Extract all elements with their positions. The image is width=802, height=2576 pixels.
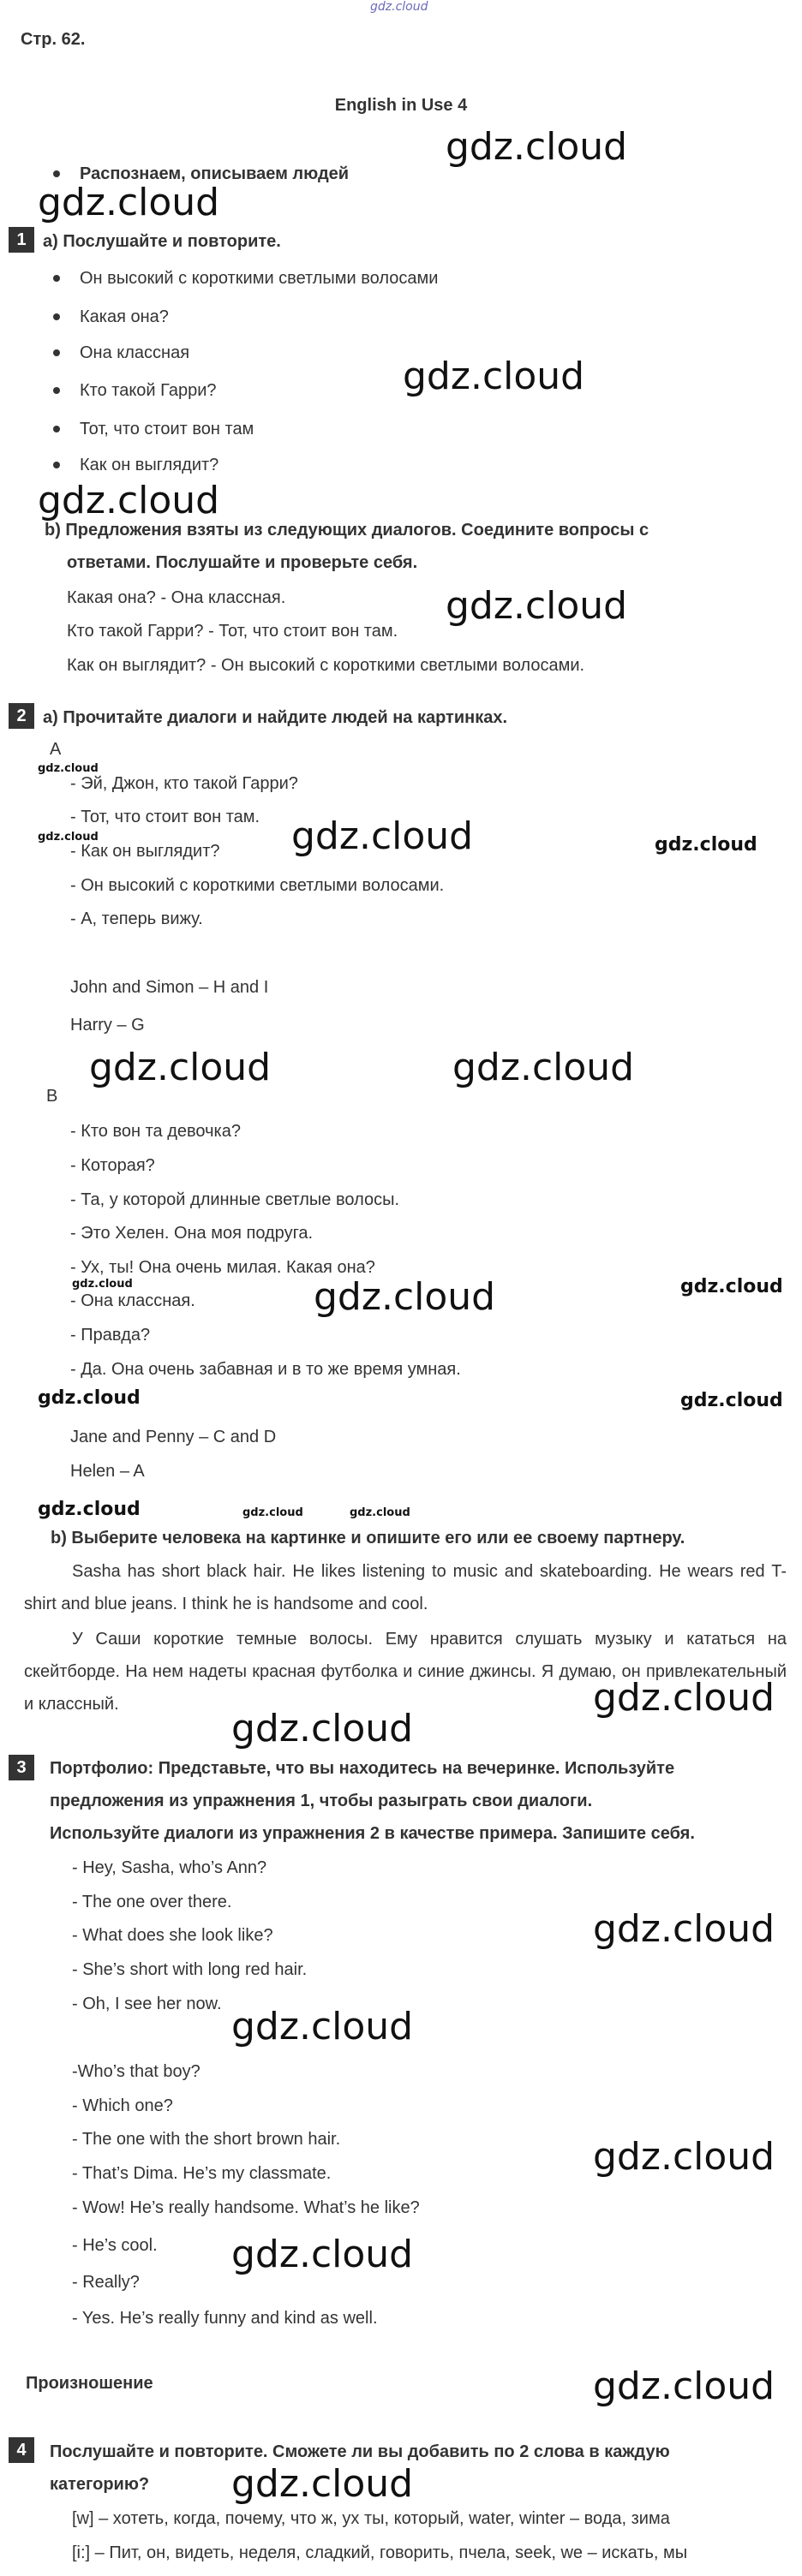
dialog-line: - Тот, что стоит вон там.: [70, 808, 260, 826]
dialog-line: - She’s short with long red hair.: [72, 1960, 308, 1979]
watermark: gdz.cloud: [38, 181, 220, 224]
list-item: Кто такой Гарри?: [80, 381, 217, 400]
exercise-3-heading: предложения из упражнения 1, чтобы разыграть свои диалоги.: [50, 1792, 593, 1810]
exercise-3-heading: Используйте диалоги из упражнения 2 в качестве примера. Запишите себя.: [50, 1824, 695, 1843]
answer-line: Как он выглядит? - Он высокий с короткими светлыми волосами.: [67, 656, 585, 675]
watermark: gdz.cloud: [291, 814, 474, 858]
dialog-line: - Он высокий с короткими светлыми волосами.: [70, 876, 445, 895]
exercise-number: 1: [9, 227, 34, 253]
dialog-line: - Да. Она очень забавная и в то же время умная.: [70, 1360, 461, 1379]
answer-line: Jane and Penny – C and D: [70, 1428, 277, 1446]
dialog-line: -Who’s that boy?: [72, 2062, 200, 2081]
watermark: gdz.cloud: [314, 1275, 496, 1319]
exercise-number: 4: [9, 2437, 34, 2463]
exercise-2b-heading: b) Выберите человека на картинке и опишите его или ее своему партнеру.: [51, 1529, 685, 1547]
list-item: Он высокий с короткими светлыми волосами: [80, 269, 439, 288]
list-item: Она классная: [80, 343, 190, 362]
dialog-line: - Ух, ты! Она очень милая. Какая она?: [70, 1258, 375, 1277]
watermark: gdz.cloud: [89, 1046, 272, 1089]
bullet-icon: [53, 426, 60, 432]
bullet-icon: [53, 462, 60, 468]
dialog-line: - Oh, I see her now.: [72, 1995, 222, 2013]
exercise-4-heading: категорию?: [50, 2475, 150, 2494]
watermark: gdz.cloud: [403, 355, 585, 398]
watermark: gdz.cloud: [231, 1707, 414, 1750]
watermark: gdz.cloud: [38, 1387, 141, 1409]
dialog-line: - That’s Dima. He’s my classmate.: [72, 2164, 332, 2183]
dialog-line: - Really?: [72, 2273, 140, 2292]
watermark: gdz.cloud: [231, 2005, 414, 2048]
bullet-icon: [53, 349, 60, 356]
watermark: gdz.cloud: [72, 1278, 133, 1291]
list-item: Какая она?: [80, 307, 169, 326]
exercise-1b-heading: ответами. Послушайте и проверьте себя.: [67, 553, 418, 572]
watermark: gdz.cloud: [38, 1499, 141, 1520]
watermark: gdz.cloud: [350, 1506, 410, 1519]
watermark: gdz.cloud: [38, 479, 220, 522]
dialog-line: - Она классная.: [70, 1291, 195, 1310]
watermark: gdz.cloud: [446, 125, 628, 169]
description-en: Sasha has short black hair. He likes listening to music and skateboarding. He wears red T-shirt and blue jeans. I think he is handsome and cool.: [24, 1562, 787, 1613]
watermark: gdz.cloud: [452, 1046, 635, 1089]
exercise-number: 3: [9, 1755, 34, 1780]
bullet-icon: [53, 313, 60, 320]
bullet-icon: [53, 170, 60, 177]
page-label: Стр. 62.: [21, 30, 86, 49]
watermark: gdz.cloud: [446, 584, 628, 628]
watermark: gdz.cloud: [242, 1506, 303, 1519]
watermark: gdz.cloud: [38, 831, 99, 844]
answer-line: Какая она? - Она классная.: [67, 588, 286, 607]
answer-line: Кто такой Гарри? - Тот, что стоит вон там.: [67, 622, 398, 641]
watermark: gdz.cloud: [593, 1676, 775, 1720]
dialog-line: - Yes. He’s really funny and kind as well.: [72, 2309, 378, 2328]
dialog-line: - Wow! He’s really handsome. What’s he like?: [72, 2198, 420, 2217]
dialog-label: A: [50, 740, 62, 759]
watermark: gdz.cloud: [231, 2233, 414, 2276]
dialog-line: - Эй, Джон, кто такой Гарри?: [70, 774, 298, 793]
exercise-3-heading: Портфолио: Представьте, что вы находитесь на вечеринке. Используйте: [50, 1759, 675, 1778]
dialog-line: - Правда?: [70, 1326, 151, 1345]
description-ru: У Саши короткие темные волосы. Ему нравится слушать музыку и кататься на скейтборде. На нем надеты красная футболка и синие джинсы. Я думаю, он привлекательный и классный.: [24, 1630, 787, 1714]
section-subtitle: Распознаем, описываем людей: [80, 164, 350, 183]
dialog-label: B: [46, 1087, 58, 1106]
dialog-line: - Как он выглядит?: [70, 842, 220, 861]
exercise-2a-heading: а) Прочитайте диалоги и найдите людей на картинках.: [43, 708, 508, 727]
dialog-line: - А, теперь вижу.: [70, 909, 203, 928]
bullet-icon: [53, 275, 60, 282]
exercise-4-heading: Послушайте и повторите. Сможете ли вы добавить по 2 слова в каждую: [50, 2442, 670, 2461]
dialog-line: - Которая?: [70, 1156, 155, 1175]
dialog-line: - Hey, Sasha, who’s Ann?: [72, 1858, 267, 1877]
answer-line: John and Simon – H and I: [70, 978, 269, 997]
dialog-line: - Это Хелен. Она моя подруга.: [70, 1224, 314, 1243]
list-item: Как он выглядит?: [80, 456, 219, 474]
phonetic-line: [i:] – Пит, он, видеть, неделя, сладкий, говорить, пчела, seek, we – искать, мы: [72, 2543, 688, 2562]
dialog-line: - Кто вон та девочка?: [70, 1122, 241, 1141]
exercise-1b-heading: b) Предложения взяты из следующих диалогов. Соедините вопросы с: [45, 521, 649, 540]
watermark: gdz.cloud: [231, 2462, 414, 2506]
phonetic-line: [w] – хотеть, когда, почему, что ж, ух ты, который, water, winter – вода, зима: [72, 2509, 670, 2528]
site-logo[interactable]: gdz.cloud: [370, 0, 428, 14]
exercise-1a-heading: а) Послушайте и повторите.: [43, 232, 281, 251]
exercise-number: 2: [9, 703, 34, 729]
watermark: gdz.cloud: [680, 1390, 783, 1411]
answer-line: Harry – G: [70, 1016, 145, 1035]
pronunciation-heading: Произношение: [26, 2374, 153, 2393]
dialog-line: - He’s cool.: [72, 2236, 158, 2255]
watermark: gdz.cloud: [38, 762, 99, 775]
dialog-line: - Which one?: [72, 2096, 173, 2115]
dialog-line: - Та, у которой длинные светлые волосы.: [70, 1190, 400, 1209]
dialog-line: - The one over there.: [72, 1893, 232, 1911]
watermark: gdz.cloud: [593, 1907, 775, 1951]
dialog-line: - The one with the short brown hair.: [72, 2130, 341, 2149]
section-title: English in Use 4: [334, 96, 468, 115]
watermark: gdz.cloud: [593, 2364, 775, 2408]
answer-line: Helen – A: [70, 1462, 145, 1481]
watermark: gdz.cloud: [655, 834, 757, 856]
watermark: gdz.cloud: [680, 1276, 783, 1297]
list-item: Тот, что стоит вон там: [80, 420, 254, 438]
watermark: gdz.cloud: [593, 2135, 775, 2179]
bullet-icon: [53, 387, 60, 394]
dialog-line: - What does she look like?: [72, 1926, 273, 1945]
